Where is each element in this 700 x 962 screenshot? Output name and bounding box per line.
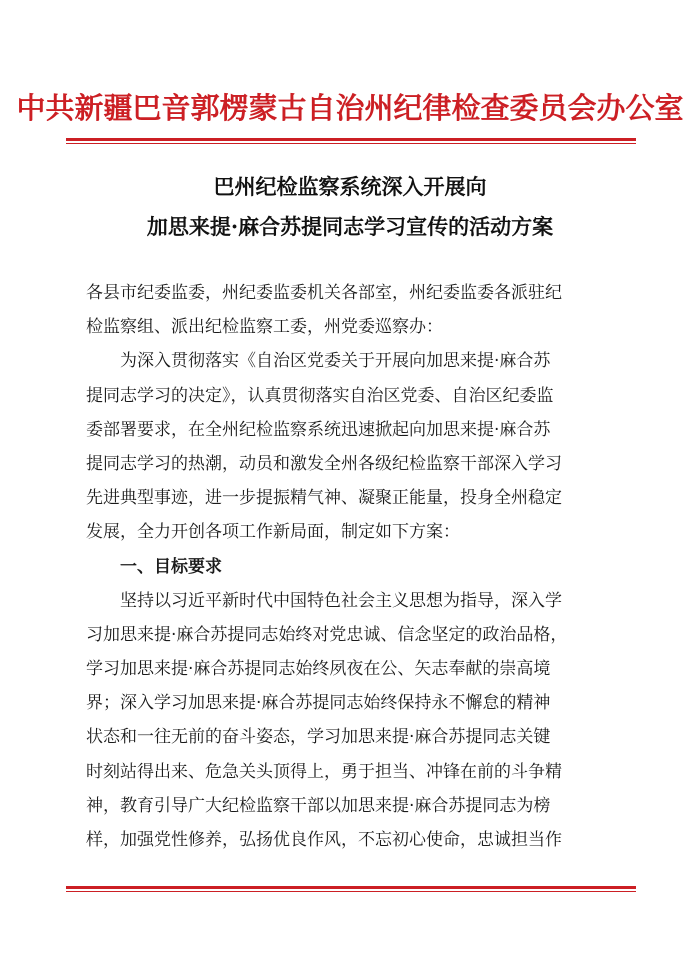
issuing-organization-header: 中共新疆巴音郭楞蒙古自治州纪律检查委员会办公室 [16, 91, 684, 125]
document-title-line-2: 加思来提·麻合苏提同志学习宣传的活动方案 [146, 214, 554, 239]
section-heading-goals: 一、目标要求 [120, 556, 222, 577]
body-line: 时刻站得出来、危急关头顶得上，勇于担当、冲锋在前的斗争精 [86, 761, 562, 782]
document-body [86, 276, 618, 857]
body-line: 学习加思来提·麻合苏提同志始终夙夜在公、矢志奉献的崇高境 [86, 659, 551, 680]
body-line: 样，加强党性修养，弘扬优良作风，不忘初心使命，忠诚担当作 [86, 830, 562, 850]
body-line-recipients: 各县市纪委监委，州纪委监委机关各部室，州纪委监委各派驻纪 [86, 283, 562, 303]
body-line: 提同志学习的决定》，认真贯彻落实自治区党委、自治区纪委监 [86, 385, 554, 406]
body-line: 状态和一往无前的奋斗姿态，学习加思来提·麻合苏提同志关键 [86, 727, 551, 748]
header-red-rule [66, 138, 636, 144]
body-line: 习加思来提·麻合苏提同志始终对党忠诚、信念坚定的政治品格， [86, 624, 568, 645]
body-line: 发展，全力开创各项工作新局面，制定如下方案： [86, 522, 460, 543]
body-line: 提同志学习的热潮，动员和激发全州各级纪检监察干部深入学习 [86, 453, 562, 474]
body-line-recipients: 检监察组、派出纪检监察工委，州党委巡察办： [86, 317, 443, 338]
body-line: 委部署要求，在全州纪检监察系统迅速掀起向加思来提·麻合苏 [86, 419, 551, 440]
body-line: 神，教育引导广大纪检监察干部以加思来提·麻合苏提同志为榜 [86, 795, 551, 816]
body-line: 为深入贯彻落实《自治区党委关于开展向加思来提·麻合苏 [120, 351, 551, 372]
body-line: 坚持以习近平新时代中国特色社会主义思想为指导，深入学 [120, 590, 562, 611]
document-title-line-1: 巴州纪检监察系统深入开展向 [213, 174, 487, 199]
body-line: 先进典型事迹，进一步提振精气神、凝聚正能量，投身全州稳定 [86, 488, 562, 509]
footer-red-rule [66, 886, 636, 892]
body-line: 界；深入学习加思来提·麻合苏提同志始终保持永不懈怠的精神 [86, 693, 551, 714]
